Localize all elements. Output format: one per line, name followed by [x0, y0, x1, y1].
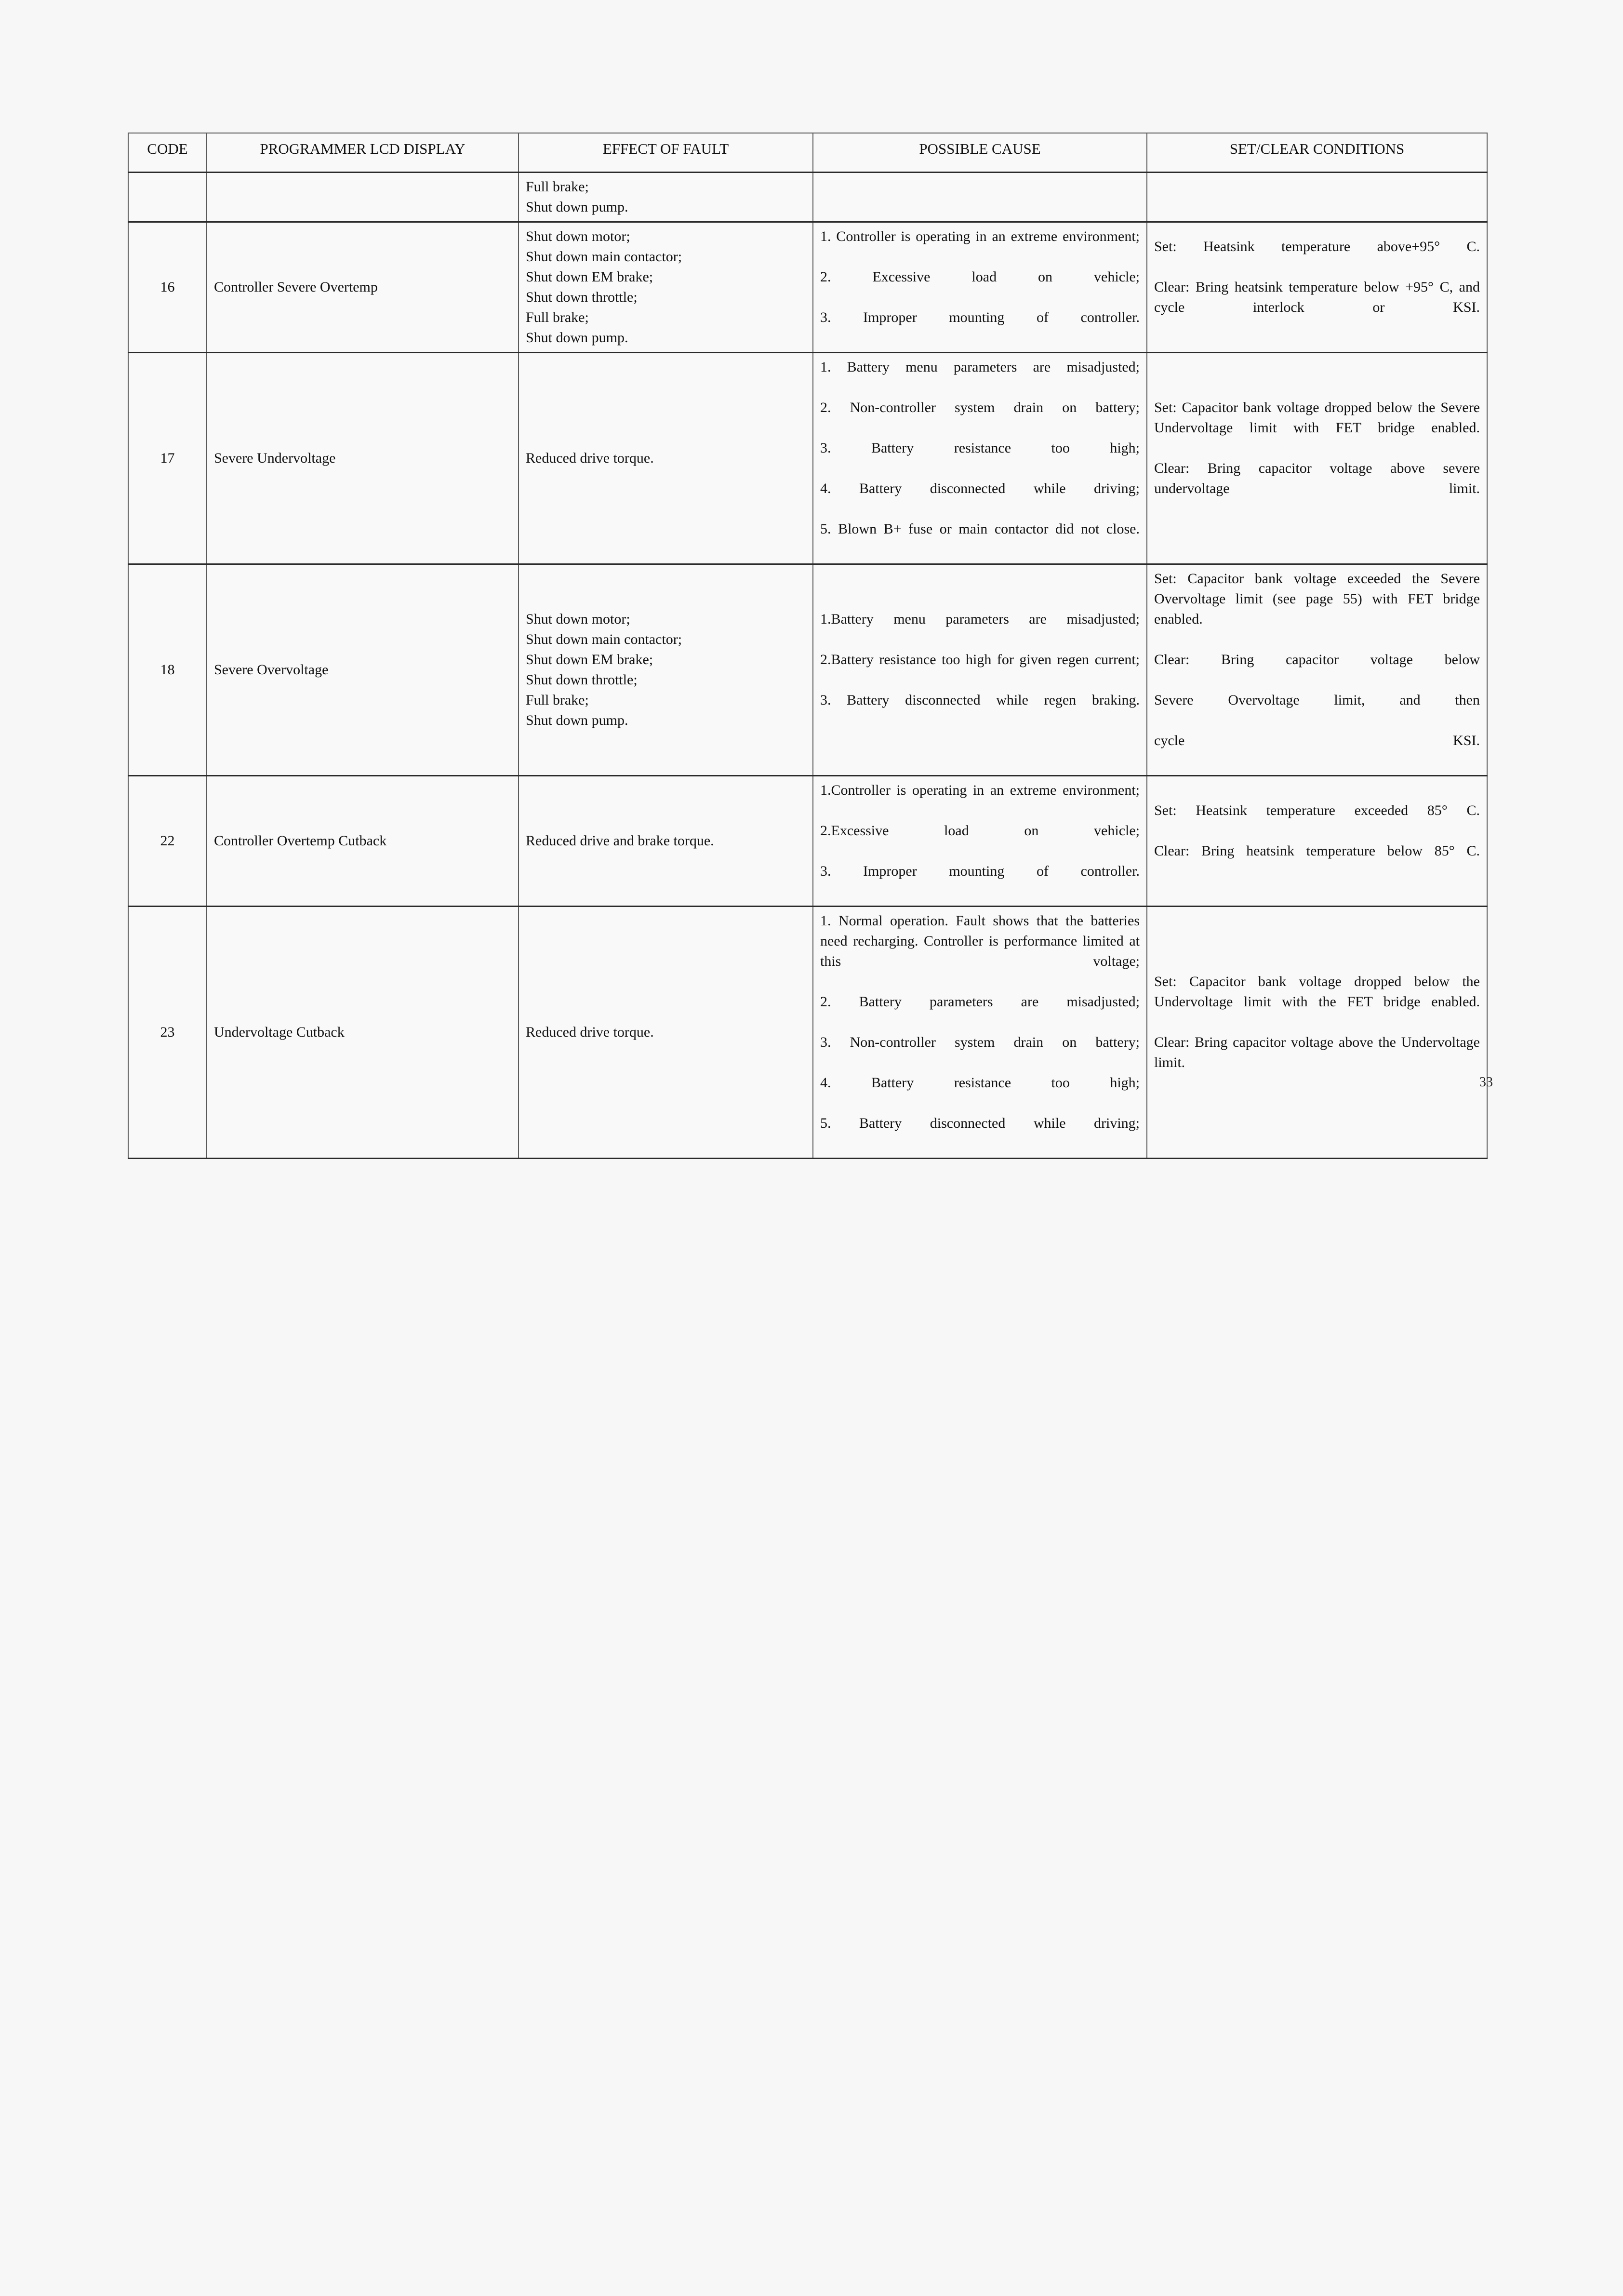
cell-programmer-lcd-display: [207, 173, 519, 222]
table-row: [128, 222, 1487, 353]
cell-text-line: Clear: Bring capacitor voltage below: [1154, 652, 1480, 668]
cell-text-line: Reduced drive torque.: [526, 1024, 654, 1041]
cell-set-clear-conditions: [1147, 173, 1487, 222]
cell-text-line: Shut down motor;: [526, 611, 630, 627]
cell-text-line: 5. Blown B+ fuse or main contactor did not close.: [820, 521, 1140, 537]
cell-possible-cause: [813, 173, 1147, 222]
cell-text-block: [526, 227, 806, 348]
cell-text-block: [1154, 801, 1480, 881]
cell-programmer-lcd-display: Controller Severe Overtemp: [207, 222, 519, 353]
cell-programmer-lcd-display: Severe Undervoltage: [207, 353, 519, 564]
cell-code: 18: [128, 564, 207, 776]
fault-code-table: [128, 133, 1488, 1159]
table-body: [128, 173, 1487, 1159]
cell-text-block: [526, 177, 806, 217]
cell-text-block: [526, 448, 806, 468]
cell-text-line: Reduced drive and brake torque.: [526, 833, 714, 849]
cell-possible-cause: [813, 907, 1147, 1159]
cell-text-line: 1. Battery menu parameters are misadjusted;: [820, 359, 1140, 375]
cell-text-line: Shut down EM brake;: [526, 652, 653, 668]
cell-text-line: 2. Non-controller system drain on battery;: [820, 400, 1140, 416]
cell-text-line: Reduced drive torque.: [526, 450, 654, 467]
cell-text-line: Clear: Bring heatsink temperature below +95° C, and cycle interlock or KSI.: [1154, 279, 1480, 316]
column-header-possible-cause: POSSIBLE CAUSE: [813, 133, 1147, 173]
cell-programmer-lcd-display: Severe Overvoltage: [207, 564, 519, 776]
cell-effect-of-fault: [519, 907, 813, 1159]
cell-text-line: Shut down EM brake;: [526, 269, 653, 285]
column-header-effect-of-fault: EFFECT OF FAULT: [519, 133, 813, 173]
cell-code: 23: [128, 907, 207, 1159]
cell-text-block: [820, 911, 1140, 1154]
cell-set-clear-conditions: [1147, 564, 1487, 776]
cell-text-line: Shut down pump.: [526, 712, 628, 729]
table-header: [128, 133, 1487, 173]
cell-effect-of-fault: [519, 353, 813, 564]
cell-set-clear-conditions: [1147, 776, 1487, 907]
cell-text-line: 3. Improper mounting of controller.: [820, 863, 1140, 880]
cell-text-block: [820, 357, 1140, 560]
table-row: [128, 907, 1487, 1159]
cell-text-line: 1. Controller is operating in an extreme environment;: [820, 228, 1140, 245]
cell-possible-cause: [813, 353, 1147, 564]
cell-text-line: 3. Improper mounting of controller.: [820, 309, 1140, 326]
cell-text-line: Set: Heatsink temperature above+95° C.: [1154, 239, 1480, 255]
cell-effect-of-fault: [519, 173, 813, 222]
cell-code: 16: [128, 222, 207, 353]
cell-code: 17: [128, 353, 207, 564]
cell-text-line: Shut down motor;: [526, 228, 630, 245]
cell-text-line: Shut down main contactor;: [526, 631, 682, 648]
cell-text-line: Severe Overvoltage limit, and then: [1154, 692, 1480, 708]
cell-text-line: Clear: Bring capacitor voltage above severe undervoltage limit.: [1154, 460, 1480, 497]
cell-text-line: Shut down main contactor;: [526, 249, 682, 265]
cell-text-block: [1154, 972, 1480, 1093]
cell-text-line: 3. Non-controller system drain on battery;: [820, 1034, 1140, 1051]
column-header-set-clear-conditions: SET/CLEAR CONDITIONS: [1147, 133, 1487, 173]
cell-text-line: Set: Heatsink temperature exceeded 85° C.: [1154, 802, 1480, 819]
cell-effect-of-fault: [519, 222, 813, 353]
table-row: [128, 564, 1487, 776]
column-header-programmer-lcd-display: PROGRAMMER LCD DISPLAY: [207, 133, 519, 173]
cell-text-line: Set: Capacitor bank voltage dropped below the Undervoltage limit with the FET bridge enabled.: [1154, 974, 1480, 1010]
cell-possible-cause: [813, 776, 1147, 907]
cell-text-block: [820, 227, 1140, 348]
cell-text-line: 1.Controller is operating in an extreme environment;: [820, 782, 1140, 799]
cell-text-block: [526, 1022, 806, 1042]
cell-text-line: Full brake;: [526, 309, 589, 326]
cell-text-line: Clear: Bring capacitor voltage above the Undervoltage limit.: [1154, 1034, 1480, 1071]
table-header-row: [128, 133, 1487, 173]
cell-text-line: 4. Battery resistance too high;: [820, 1075, 1140, 1091]
cell-text-line: Shut down throttle;: [526, 289, 638, 306]
cell-text-block: [526, 609, 806, 731]
table-row: [128, 353, 1487, 564]
cell-text-line: 1. Normal operation. Fault shows that the batteries need recharging. Controller is performance limited at this voltage;: [820, 913, 1140, 970]
cell-text-line: 5. Battery disconnected while driving;: [820, 1115, 1140, 1132]
cell-text-block: [526, 831, 806, 851]
page-number: 33: [1479, 1075, 1493, 1090]
cell-effect-of-fault: [519, 564, 813, 776]
cell-effect-of-fault: [519, 776, 813, 907]
cell-possible-cause: [813, 222, 1147, 353]
cell-text-line: Set: Capacitor bank voltage exceeded the Severe Overvoltage limit (see page 55) with FET bridge enabled.: [1154, 571, 1480, 627]
column-header-code: CODE: [128, 133, 207, 173]
cell-text-line: 3. Battery resistance too high;: [820, 440, 1140, 456]
cell-code: 22: [128, 776, 207, 907]
cell-text-block: [1154, 569, 1480, 771]
cell-text-line: Shut down pump.: [526, 330, 628, 346]
cell-code: [128, 173, 207, 222]
cell-text-line: 2.Battery resistance too high for given regen current;: [820, 652, 1140, 668]
cell-text-line: 2. Excessive load on vehicle;: [820, 269, 1140, 285]
cell-text-line: 1.Battery menu parameters are misadjusted;: [820, 611, 1140, 627]
cell-text-block: [820, 780, 1140, 902]
cell-text-line: 2. Battery parameters are misadjusted;: [820, 994, 1140, 1010]
cell-text-line: Full brake;: [526, 692, 589, 708]
table-row: [128, 173, 1487, 222]
cell-text-line: Shut down pump.: [526, 199, 628, 215]
cell-text-line: Full brake;: [526, 179, 589, 195]
fault-code-table-container: [128, 133, 1487, 1159]
cell-set-clear-conditions: [1147, 907, 1487, 1159]
cell-text-line: cycle KSI.: [1154, 733, 1480, 749]
cell-text-line: 2.Excessive load on vehicle;: [820, 823, 1140, 839]
cell-text-line: Clear: Bring heatsink temperature below 85° C.: [1154, 843, 1480, 859]
cell-text-block: [1154, 398, 1480, 519]
cell-text-line: 4. Battery disconnected while driving;: [820, 481, 1140, 497]
cell-text-line: 3. Battery disconnected while regen braking.: [820, 692, 1140, 708]
cell-set-clear-conditions: [1147, 222, 1487, 353]
cell-text-block: [820, 609, 1140, 731]
cell-text-line: Shut down throttle;: [526, 672, 638, 688]
cell-text-block: [1154, 237, 1480, 338]
cell-possible-cause: [813, 564, 1147, 776]
table-row: [128, 776, 1487, 907]
cell-programmer-lcd-display: Undervoltage Cutback: [207, 907, 519, 1159]
cell-text-line: Set: Capacitor bank voltage dropped below the Severe Undervoltage limit with FET bridge enabled.: [1154, 400, 1480, 436]
cell-set-clear-conditions: [1147, 353, 1487, 564]
cell-programmer-lcd-display: Controller Overtemp Cutback: [207, 776, 519, 907]
